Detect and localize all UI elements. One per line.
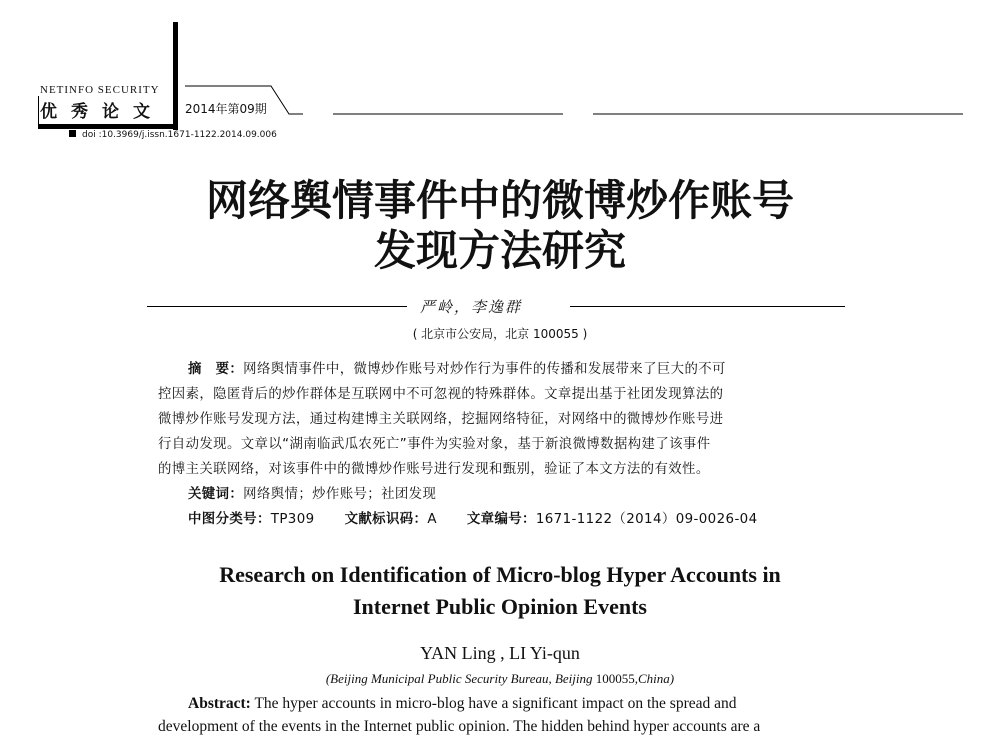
abstract-en-line: The hyper accounts in micro-blog have a significant impact on the spread and [254, 695, 737, 712]
author-rule-right [570, 306, 845, 307]
abstract-cn-line: 行自动发现。文章以“湖南临武瓜农死亡”事件为实验对象，基于新浪微博数据构建了该事件 [158, 437, 711, 452]
affiliation-cn: ( 北京市公安局，北京 100055 ) [412, 327, 588, 341]
classification-line [158, 507, 838, 532]
clc-value: TP309 [270, 512, 315, 527]
abstract-cn-label: 摘 要： [188, 362, 244, 377]
abstract-cn-line: 控因素，隐匿背后的炒作群体是互联网中不可忽视的特殊群体。文章提出基于社团发现算法的 [158, 387, 724, 402]
clc-label: 中图分类号： [188, 512, 271, 527]
title-en-line2: Internet Public Opinion Events [353, 594, 647, 619]
article-id-label: 文章编号： [466, 512, 536, 527]
logo-vertical-bar [173, 22, 178, 130]
header-rule [183, 84, 983, 120]
author-rule-left [147, 306, 407, 307]
abstract-en [158, 692, 858, 738]
title-cn-line2: 发现方法研究 [373, 226, 626, 275]
doc-code-value: A [427, 512, 437, 527]
issue-label: 2014年第09期 [185, 102, 267, 116]
journal-logo-en: NETINFO SECURITY [40, 84, 160, 96]
title-cn-line1: 网络舆情事件中的微博炒作账号 [205, 176, 794, 225]
abstract-cn-line: 网络舆情事件中，微博炒作账号对炒作行为事件的传播和发展带来了巨大的不可 [243, 362, 726, 377]
abstract-cn-line: 的博主关联网络，对该事件中的微博炒作账号进行发现和甄别，验证了本文方法的有效性。 [158, 462, 710, 477]
journal-section-label: 优秀论文 [40, 102, 164, 122]
abstract-en-line: development of the events in the Internet public opinion. The hidden behind hyper accounts are a [158, 718, 761, 735]
authors-cn: 严岭，李逸群 [420, 298, 523, 316]
keywords-label: 关键词： [188, 487, 244, 502]
doi: doi :10.3969/j.issn.1671-1122.2014.09.006 [69, 130, 277, 140]
keywords-value: 网络舆情；炒作账号；社团发现 [243, 487, 437, 502]
logo-divider [38, 96, 39, 124]
doc-code-label: 文献标识码： [344, 512, 428, 527]
abstract-cn-line: 微博炒作账号发现方法，通过构建博主关联网络，挖掘网络特征，对网络中的微博炒作账号进 [158, 412, 724, 427]
abstract-en-label: Abstract: [188, 695, 251, 712]
affiliation-en [0, 671, 1000, 687]
authors-en: YAN Ling , LI Yi-qun [420, 643, 580, 663]
affiliation-en-italic: (Beijing Municipal Public Security Bureau, Beijing [325, 671, 596, 686]
abstract-cn [158, 357, 838, 532]
article-id-value: 1671-1122（2014）09-0026-04 [535, 512, 758, 527]
affiliation-en-postcode: 100055, [595, 671, 639, 686]
affiliation-en-country: China) [638, 671, 675, 686]
logo-horizontal-bar [38, 124, 178, 129]
title-en-line1: Research on Identification of Micro-blog Hyper Accounts in [219, 562, 781, 587]
